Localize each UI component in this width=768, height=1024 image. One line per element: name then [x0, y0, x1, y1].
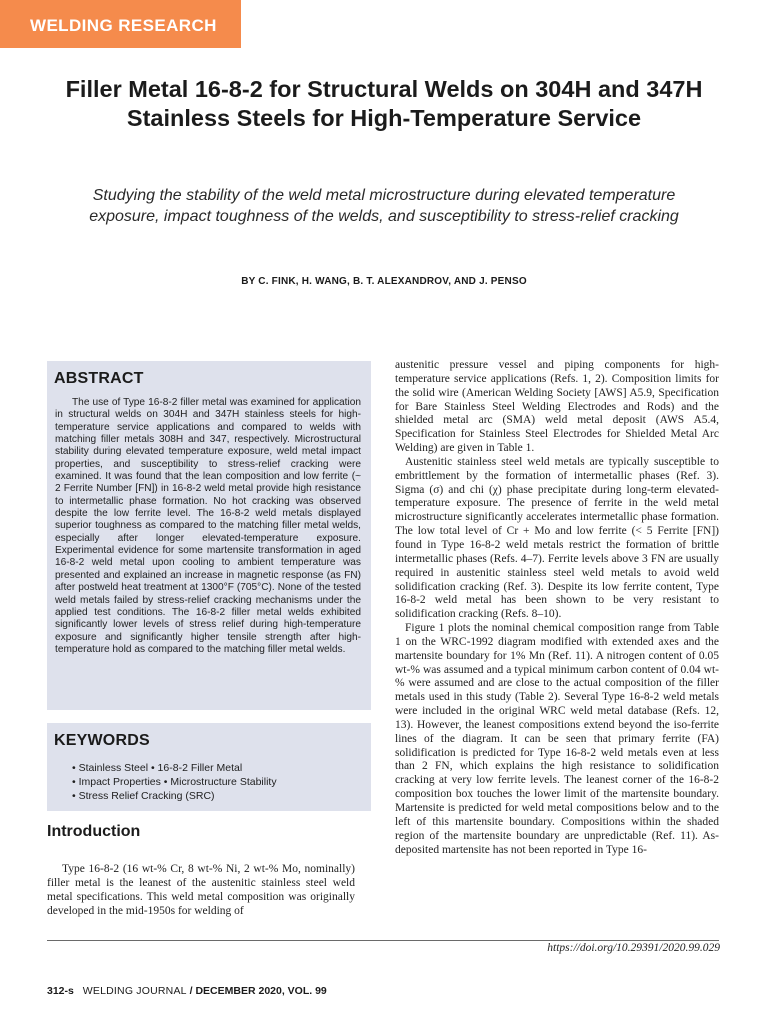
- body-paragraph: Austenitic stainless steel weld metals are typically susceptible to embrittlement by the formation of intermetallic phases (Ref. 3). Sigma (σ) and chi (χ) phase precipitate during long-term elevated-temperature exposure. The presence of ferrite in the weld metal microstructure significantly accelerates intermetallic phase formation. The low total level of Cr + Mo and low ferrite (< 5 Ferrite [FN]) found in Type 16-8-2 weld metals restrict the formation of brittle intermetallic phases (Refs. 4–7). Ferrite levels above 3 FN are usually required in austenitic stainless steel weld metals to avoid weld solidification cracking (Ref. 3). Despite its low ferrite content, Type 16-8-2 weld metal has been shown to be very resistant to solidification cracking (Refs. 8–10).: [395, 455, 719, 621]
- abstract-heading: ABSTRACT: [54, 370, 144, 387]
- right-column: [395, 359, 719, 857]
- article-title: Filler Metal 16-8-2 for Structural Welds on 304H and 347H Stainless Steels for High-Temperature Service: [65, 76, 703, 131]
- article-subtitle: Studying the stability of the weld metal microstructure during elevated temperature exposure, impact toughness of the welds, and susceptibility to stress-relief cracking: [89, 187, 679, 225]
- introduction-text: Type 16-8-2 (16 wt-% Cr, 8 wt-% Ni, 2 wt-% Mo, nominally) filler metal is the leanest of the austenitic stainless steel weld metal specifications. This weld metal composition was originally developed in the mid-1950s for welding of: [47, 863, 355, 918]
- abstract-text: The use of Type 16-8-2 filler metal was examined for application in structural welds on 304H and 347H stainless steels for high-temperature service applications and compared to welds with matching filler metals 308H and 347, respectively. Microstructural stability during elevated temperature exposure, weld metal impact properties, and susceptibility to stress-relief cracking were examined. It was found that the lean composition and low ferrite (~ 2 Ferrite Number [FN]) in 16-8-2 weld metal provide high resistance to intermetallic phase formation. No hot cracking was observed despite the low ferrite level. The 16-8-2 weld metals displayed superior toughness as compared to the matching filler metal welds, especially after longer elevated-temperature exposure. Experimental evidence for some martensite transformation in aged 16-8-2 weld metal upon cooling to ambient temperature was presented and explained an increase in magnetic response (as FN) after postweld heat treatment at 1300°F (705°C). None of the tested weld metals failed by stress-relief cracking mechanisms under the applied test conditions. The 16-8-2 filler metal welds exhibited significantly lower levels of stress relief during high-temperature exposure and significantly higher tensile strength after high-temperature hold as compared to the matching filler metal welds.: [55, 397, 361, 655]
- keywords-heading: KEYWORDS: [54, 732, 150, 749]
- keyword-line: • Stress Relief Cracking (SRC): [72, 790, 215, 802]
- page-footer: [47, 985, 327, 997]
- abstract-box: [47, 361, 371, 710]
- keywords-box: [47, 723, 371, 811]
- keywords-list: [54, 761, 363, 803]
- journal-name: WELDING JOURNAL: [82, 985, 187, 997]
- author-byline: BY C. FINK, H. WANG, B. T. ALEXANDROV, AND J. PENSO: [241, 276, 527, 287]
- section-label: WELDING RESEARCH: [0, 0, 241, 48]
- page-number: 312-s: [47, 985, 74, 997]
- footer-divider: [47, 940, 719, 941]
- keyword-line: • Impact Properties • Microstructure Stability: [72, 776, 277, 788]
- issue-info: / DECEMBER 2020, VOL. 99: [189, 985, 327, 997]
- introduction-heading: Introduction: [47, 823, 141, 840]
- doi-link[interactable]: https://doi.org/10.29391/2020.99.029: [547, 942, 720, 954]
- body-paragraph: Figure 1 plots the nominal chemical composition range from Table 1 on the WRC-1992 diagram modified with extended axes and the martensite boundary for 1% Mn (Ref. 11). A nitrogen content of 0.05 wt-% was assumed and a typical minimum carbon content of 0.04 wt-% were assumed and are close to the actual composition of the filler metals used in this study (Table 2). Several Type 16-8-2 weld metals were included in the original WRC weld metal database (Refs. 12, 13). However, the leanest compositions extend beyond the iso-ferrite lines of the diagram. It can be seen that primary ferrite (FA) solidification is predicted for Type 16-8-2 weld metals even at less than 2 FN, which explains the high resistance to solidification cracking at very low ferrite levels. The leanest corner of the 16-8-2 composition box touches the lower limit of the martensite boundary. Martensite is predicted for weld metal compositions below and to the left of this martensite boundary. Compositions within the shaded region of the martensite boundary are unpredictable (Ref. 11). As-deposited martensite has not been reported in Type 16-: [395, 622, 719, 856]
- keyword-line: • Stainless Steel • 16-8-2 Filler Metal: [72, 762, 243, 774]
- body-paragraph: austenitic pressure vessel and piping components for high-temperature service applications (Refs. 1, 2). Composition limits for the solid wire (American Welding Society [AWS] A5.9, Specification for Bare Stainless Steel Welding Electrodes and Rods) and the shielded metal arc (SMA) weld metal deposit (AWS A5.4, Specification for Stainless Steel Electrodes for Shielded Metal Arc Welding) are given in Table 1.: [395, 359, 719, 455]
